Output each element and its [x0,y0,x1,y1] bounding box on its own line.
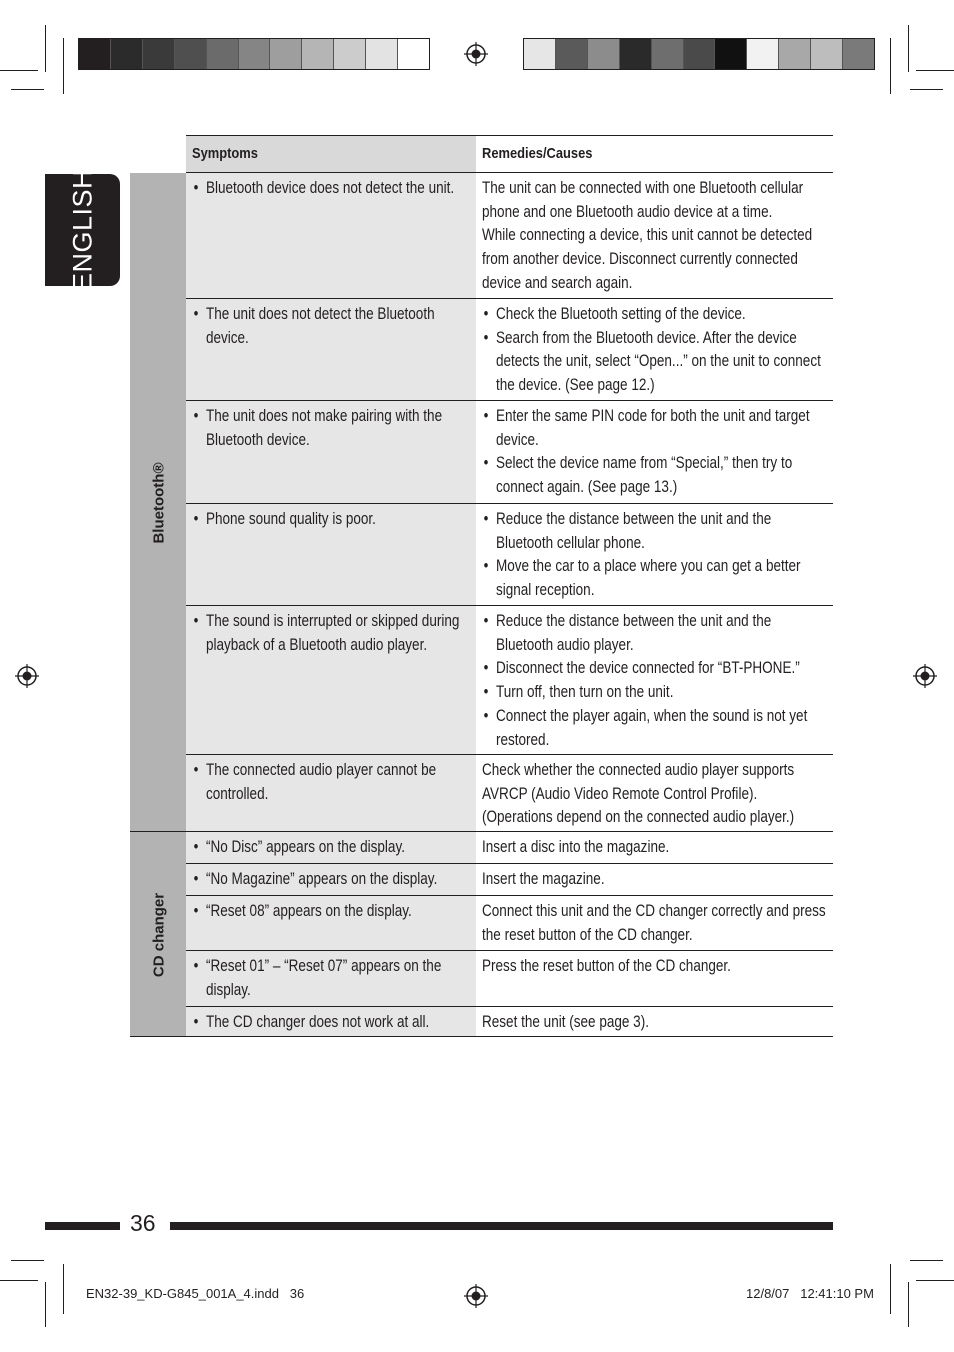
crop-mark [63,1264,64,1314]
crop-mark [45,1282,46,1327]
symptom-text: • “No Disc” appears on the display. [192,836,461,860]
symptom-cell [186,299,476,400]
crop-mark [916,1280,954,1281]
crop-mark [0,1280,38,1281]
header-symptoms-cell [186,136,476,172]
color-swatch [588,39,620,69]
symptom-cell [186,832,476,863]
symptom-text: • The CD changer does not work at all. [192,1011,461,1035]
symptom-cell [186,755,476,831]
crop-mark [890,38,891,94]
color-swatch [79,39,111,69]
symptom-cell [186,864,476,895]
remedy-bullet: • Select the device name from “Special,” then try to connect again. (See page 13.) [482,452,828,499]
header-remedies: Remedies/Causes [482,145,593,162]
remedy-bullet: • Move the car to a place where you can get a better signal reception. [482,555,828,602]
color-swatch [207,39,239,69]
slug-date-time: 12/8/07 12:41:10 PM [746,1286,874,1301]
language-tab-label: ENGLISH [67,168,97,292]
section-divider [130,831,187,832]
table-row [186,401,833,504]
header-symptoms: Symptoms [192,145,258,162]
symptom-text: • The connected audio player cannot be controlled. [192,759,461,806]
color-swatch [715,39,747,69]
color-swatch [398,39,429,69]
remedy-bullet: • Check the Bluetooth setting of the device. [482,303,828,327]
crop-mark [910,89,943,90]
symptom-text: • “No Magazine” appears on the display. [192,868,461,892]
color-swatch [302,39,334,69]
crop-mark [908,1282,909,1327]
symptom-cell [186,173,476,298]
color-swatch [239,39,271,69]
symptom-cell [186,951,476,1006]
section-band-bluetooth [130,173,187,832]
remedy-bullet: • Reduce the distance between the unit and the Bluetooth audio player. [482,610,828,657]
symptom-text: • Phone sound quality is poor. [192,508,461,532]
color-swatch [620,39,652,69]
remedy-bullet: • Search from the Bluetooth device. After the device detects the unit, select “Open...” on the unit to connect the device. (See page 12.) [482,327,828,398]
symptom-cell [186,504,476,605]
registration-target-icon [15,664,39,688]
crop-mark [11,1260,44,1261]
registration-target-icon [464,42,488,66]
slug-file-info: EN32-39_KD-G845_001A_4.indd 36 [86,1286,305,1301]
symptom-text: • “Reset 08” appears on the display. [192,900,461,924]
color-swatch [779,39,811,69]
table-row [186,173,833,299]
color-swatch [811,39,843,69]
table-header [186,135,833,173]
remedy-bullet: • Disconnect the device connected for “BT-PHONE.” [482,657,828,681]
remedy-text: Check whether the connected audio player supports AVRCP (Audio Video Remote Control Profile). (Operations depend on the connected audio player.) [482,761,795,827]
color-swatch [747,39,779,69]
remedy-bullet: • Enter the same PIN code for both the unit and target device. [482,405,828,452]
section-band-cd-changer [130,832,187,1037]
color-bar-left [78,38,430,70]
crop-mark [11,89,44,90]
language-tab [45,168,120,292]
table-row [186,299,833,401]
color-bar-right [523,38,875,70]
color-swatch [143,39,175,69]
color-swatch [684,39,716,69]
remedy-text: Reset the unit (see page 3). [482,1013,649,1031]
crop-mark [910,1260,943,1261]
table-row [186,832,833,864]
section-label-cd-changer: CD changer [150,892,167,977]
remedy-text: While connecting a device, this unit cannot be detected from another device. Disconnect currently connected device and search again. [482,226,813,292]
crop-mark [45,25,46,72]
table-row [186,504,833,606]
crop-mark [0,70,38,71]
symptom-text: • The unit does not detect the Bluetooth device. [192,303,461,350]
remedy-text: Connect this unit and the CD changer correctly and press the reset button of the CD changer. [482,902,826,944]
symptom-cell [186,606,476,754]
symptom-text: • The unit does not make pairing with the Bluetooth device. [192,405,461,452]
color-swatch [111,39,143,69]
remedy-bullet: • Reduce the distance between the unit and the Bluetooth cellular phone. [482,508,828,555]
color-swatch [652,39,684,69]
footer-bar-left [45,1222,120,1230]
color-swatch [843,39,874,69]
symptom-cell [186,1007,476,1036]
color-swatch [270,39,302,69]
remedy-text: Insert the magazine. [482,870,605,888]
table-row [186,1007,833,1037]
remedy-text: Press the reset button of the CD changer. [482,957,731,975]
section-label-bluetooth: Bluetooth® [150,461,167,544]
footer-bar-right [170,1222,833,1230]
symptom-text: • The sound is interrupted or skipped during playback of a Bluetooth audio player. [192,610,461,657]
color-swatch [524,39,556,69]
remedy-bullet: • Turn off, then turn on the unit. [482,681,828,705]
crop-mark [908,25,909,72]
symptom-text: • “Reset 01” – “Reset 07” appears on the display. [192,955,461,1002]
registration-target-icon [913,664,937,688]
remedy-bullet: • Connect the player again, when the sound is not yet restored. [482,705,828,752]
color-swatch [366,39,398,69]
page-number: 36 [130,1210,156,1236]
crop-mark [890,1264,891,1314]
remedy-text: Insert a disc into the magazine. [482,838,670,856]
table-row [186,755,833,832]
color-swatch [175,39,207,69]
table-row [186,864,833,896]
symptom-cell [186,401,476,503]
color-swatch [556,39,588,69]
table-row [186,951,833,1007]
table-row [186,606,833,755]
symptom-text: • Bluetooth device does not detect the unit. [192,177,461,201]
registration-target-icon [464,1284,488,1308]
table-row [186,896,833,951]
crop-mark [916,70,954,71]
remedy-text: The unit can be connected with one Bluetooth cellular phone and one Bluetooth audio device at a time. [482,179,804,221]
symptom-cell [186,896,476,950]
crop-mark [63,38,64,94]
color-swatch [334,39,366,69]
